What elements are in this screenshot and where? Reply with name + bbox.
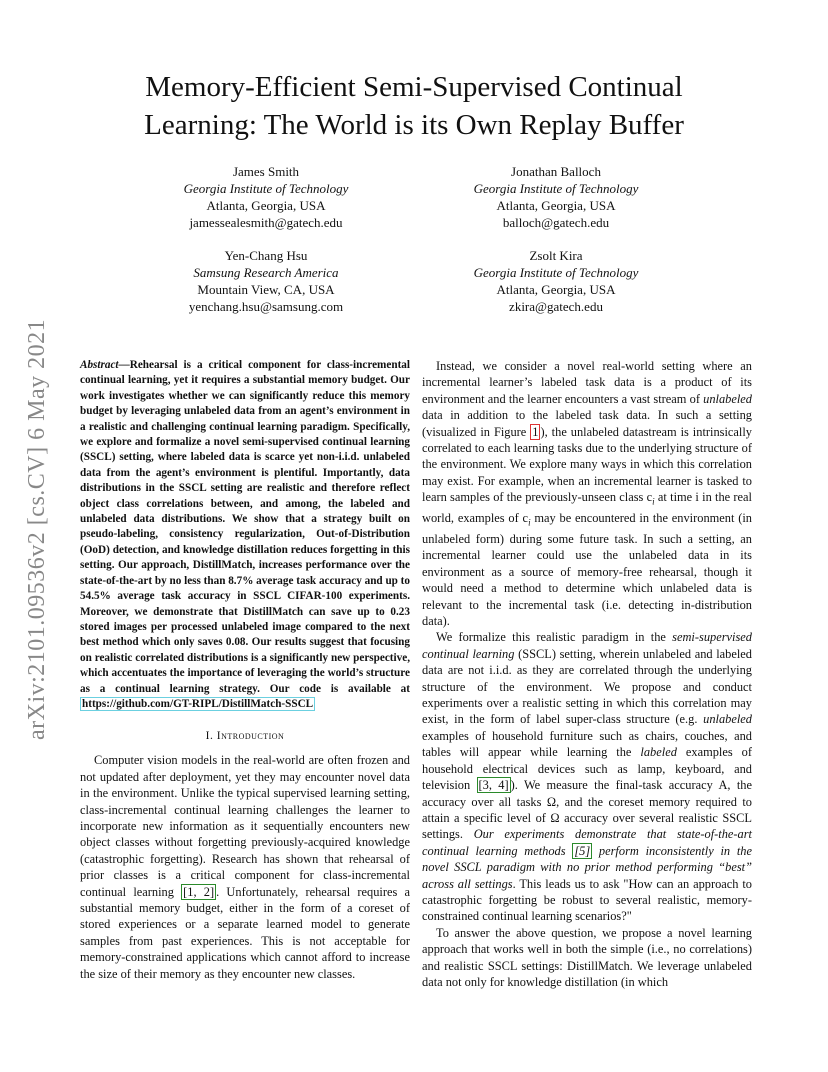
section-heading-introduction: I. Introduction: [205, 730, 285, 743]
author-affiliation: Samsung Research America: [193, 265, 339, 280]
emphasis: unlabeled: [703, 391, 752, 406]
author-email[interactable]: zkira@gatech.edu: [509, 299, 603, 314]
author-name: Yen-Chang Hsu: [224, 248, 308, 263]
title-line-1: Memory-Efficient Semi-Supervised Continual: [145, 71, 683, 103]
left-column: [80, 358, 410, 982]
author-location: Mountain View, CA, USA: [197, 282, 335, 297]
abstract-text: —Rehearsal is a critical component for class-incremental continual learning, yet it requires a substantial memory budget. Our work investigates whether we can significantly reduce this memory budget by leveraging unlabeled data from an agent’s environment in a realistic and challenging continual learning paradigm. Specifically, we explore and formalize a novel semi-supervised continual learning (SSCL) setting, where labeled data is scarce yet non-i.i.d. unlabeled data from the agent’s environment is plentiful. Importantly, data distributions in the SSCL setting are realistic and therefore reflect object class correlations between, and among, the labeled and unlabeled data distributions. We show that a strategy built on pseudo-labeling, consistency regularization, Out-of-Distribution (OoD) detection, and knowledge distillation reduces forgetting in this setting. Our approach, DistillMatch, increases performance over the state-of-the-art by no less than 8.7% average task accuracy and up to 54.5% average task accuracy in SSCL CIFAR-100 experiments. Moreover, we demonstrate that DistillMatch can save up to 0.23 stored images per processed unlabeled image compared to the next best method which only saves 0.08. Our results suggest that focusing on realistic correlated distributions is a significantly new perspective, which accentuates the importance of leveraging the world’s structure as a continual learning strategy. Our code is available at: [80, 359, 411, 695]
emphasis: unlabeled: [703, 712, 752, 727]
author-location: Atlanta, Georgia, USA: [496, 198, 616, 213]
paper-title: [60, 68, 768, 144]
citation-link[interactable]: [1, 2]: [183, 884, 215, 899]
paragraph: Instead, we consider a novel real-world setting where an incremental learner’s labeled task data is a product of its environment and the learner encounters a vast stream of unlabeled data in addition to the labeled task data. In such a setting (visualized in Figure 1 ), the unlabeled datastream is intrinsically correlated to each learning tasks due to the underlying structure of the environment. We explore many ways in which this correlation may exist. For example, when an incremental learner is tasked to learn samples of the previously-unseen class $c_i$ at time i in the real world, examples of $c_i$ may be encountered in the environment (in unlabeled form) during some future task. In such a setting, an incremental learner could use the unlabeled data in its environment as a source of memory-free rehearsal, though it would need a method to determine which unlabeled data is relevant to the incremental task (i.e. detecting in-distribution data).: [422, 359, 753, 629]
author-block-1: [136, 163, 396, 231]
citation-link[interactable]: [3, 4]: [478, 778, 509, 793]
emphasis: semi-supervised continual learning: [422, 630, 752, 661]
abstract: [80, 358, 410, 712]
emphasis: perform inconsistently in the novel SSCL paradigm with no prior method performing “best” across all settings: [422, 843, 752, 891]
arxiv-identifier: arXiv:2101.09536v2 [cs.CV] 6 May 2021: [24, 318, 50, 740]
author-name: Zsolt Kira: [529, 248, 583, 263]
figure-link[interactable]: 1: [532, 424, 539, 439]
author-block-2: [426, 163, 686, 231]
author-email[interactable]: balloch@gatech.edu: [502, 215, 610, 230]
author-affiliation: Georgia Institute of Technology: [183, 181, 349, 196]
author-name: Jonathan Balloch: [511, 164, 601, 179]
author-name: James Smith: [232, 164, 300, 179]
author-email[interactable]: yenchang.hsu@samsung.com: [188, 299, 344, 314]
text-run: ), the unlabeled datastream is intrinsically correlated to each learning tasks due to the underlying structure of the environment. We explore many ways in which this correlation may exist. For example, when an incremental learner is tasked to learn samples of the previously-unseen class c: [422, 424, 752, 505]
citation-link[interactable]: [5]: [574, 843, 591, 858]
text-run: at time i in the real world, examples of c: [422, 490, 753, 526]
text-run: Computer vision models in the real-world are often frozen and not updated after deployment, yet they may encounter novel data in the environment. Unlike the typical supervised learning setting, class-incremental continual learning challenges the learner to incorporate new information as it sequentially encounters new object classes without forgetting previously-acquired knowledge (catastrophic forgetting). Research has shown that rehearsal of prior classes is a critical component for class-incremental continual learning: [80, 753, 410, 899]
author-location: Atlanta, Georgia, USA: [496, 282, 616, 297]
author-affiliation: Georgia Institute of Technology: [473, 181, 639, 196]
emphasis: labeled: [640, 745, 677, 760]
abstract-heading: Abstract: [80, 359, 119, 371]
text-run: may be encountered in the environment (in unlabeled form) during some future task. In such a setting, an incremental learner could use the unlabeled data in its environment as a source of memory-free rehearsal, though it would need a method to determine which unlabeled data is relevant to the incremental task (i.e. detecting in-distribution data).: [422, 511, 752, 629]
right-column: [422, 358, 752, 990]
text-run: data in addition to the labeled task data. In such a setting (visualized in Figure: [422, 408, 752, 439]
author-affiliation: Georgia Institute of Technology: [473, 265, 639, 280]
author-block-3: [136, 247, 396, 315]
emphasis: Our experiments demonstrate that state-of-the-art continual learning methods: [422, 827, 752, 858]
paragraph: To answer the above question, we propose a novel learning approach that works well in both the simple (i.e., no correlations) and realistic SSCL settings: DistillMatch. We leverage unlabeled data not only for knowledge distillation (in which: [422, 925, 752, 989]
introduction-body: [80, 752, 410, 982]
text-run: (SSCL) setting, wherein unlabeled and labeled data are not i.i.d. as they are correlated through the underlying structure of the environment. We propose and conduct experiments over a realistic setting in which this correlation may exist, in the form of label super-class structure (e.g.: [422, 646, 753, 727]
text-run: examples of household furniture such as chairs, couches, and tables will appear while learning the: [422, 728, 752, 760]
text-run: . This leads us to ask "How can an approach to catastrophic forgetting be robust to several realistic, memory-constrained continual learning scenarios?": [422, 876, 752, 924]
text-run: Instead, we consider a novel real-world setting where an incremental learner’s labeled task data is a product of its environment and the learner encounters a vast stream of: [422, 359, 752, 406]
author-email[interactable]: jamessealesmith@gatech.edu: [189, 215, 343, 230]
text-run: We formalize this realistic paradigm in the: [436, 630, 673, 645]
code-link[interactable]: https://github.com/GT-RIPL/DistillMatch-SSCL: [82, 697, 314, 710]
text-run: examples of household electrical devices such as lamp, keyboard, and television: [422, 745, 753, 793]
author-location: Atlanta, Georgia, USA: [206, 198, 326, 213]
title-line-2: Learning: The World is its Own Replay Buffer: [144, 109, 684, 141]
author-block-4: [426, 247, 686, 315]
paragraph: [422, 629, 752, 924]
paragraph: [80, 752, 410, 982]
text-run: . Unfortunately, rehearsal requires a substantial memory budget, either in the form of a coreset of stored experiences or a separate learned model to generate samples from past experiences. This is not acceptable for memory-constrained applications which cannot afford to increase the size of their memory as they encounter new classes.: [80, 884, 410, 981]
text-run: ). We measure the final-task accuracy A, the accuracy over all tasks Ω, and the coreset memory required to attain a specific level of Ω accuracy over several realistic SSCL settings.: [422, 778, 752, 842]
